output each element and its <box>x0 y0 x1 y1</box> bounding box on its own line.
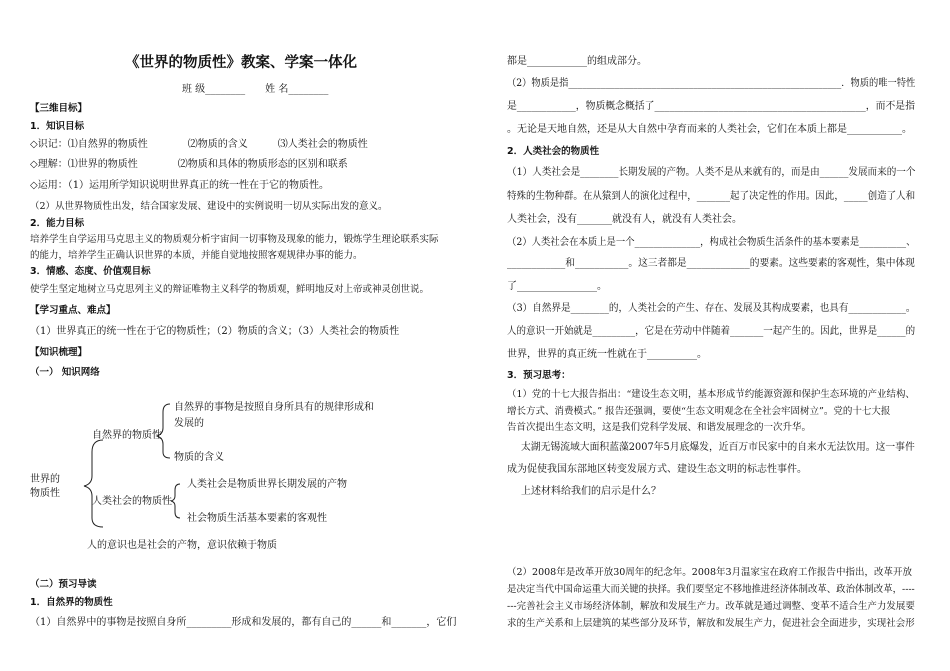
key-points-heading: 【学习重点、难点】 <box>30 305 116 316</box>
nature-section-heading: 1．自然界的物质性 <box>30 597 113 608</box>
fill-line-r9: ____________和___________。这三者都是_____________的要素。这些要素的客观性，集中体现 <box>507 258 915 269</box>
recite-line: ◇识记：⑴自然界的物质性 ⑵物质的含义 ⑶人类社会的物质性 <box>30 139 368 150</box>
think-section-heading: 3．预习思考： <box>507 370 571 381</box>
tree-leaf-nature-law-2: 发展的 <box>174 418 204 429</box>
fill-line-r5: （1）人类社会是________长期发展的产物。人类不是从来就有的，而是由______发展而来的一个 <box>507 167 916 178</box>
passage-1-line-3: 告首次提出生态文明，这是我们党科学发展、和谐发展理念的一次升华。 <box>507 422 812 433</box>
fill-line-r3: 是____________，物质概念概括了___________________________________________，而不是指 <box>507 101 915 112</box>
tree-consciousness-note: 人的意识也是社会的产物，意识依赖于物质 <box>87 540 277 551</box>
passage-2-line-1: （2）2008年是改革开放30周年的纪念年。2008年3月温家宝在政府工作报告中指出，改革开放 <box>507 567 913 578</box>
emotion-goal-heading: 3．情感、态度、价值观目标 <box>30 266 151 277</box>
passage-2-line-3: ---完善社会主义市场经济体制，解放和发展生产力。改革就是通过调整、变革不适合生产力发展要 <box>507 601 915 612</box>
passage-1-line-1: （1）党的十七大报告指出：“建设生态文明，基本形成节约能源资源和保护生态环境的产业结构、 <box>507 389 915 400</box>
fill-line-r6: 特殊的生物种群。在从猿到人的演化过程中，_______起了决定性的作用。因此，_____创造了人和 <box>507 191 916 202</box>
fill-line-r4: 。无论是天地自然，还是从大自然中孕育而来的人类社会，它们在本质上都是___________。 <box>507 124 912 135</box>
understand-line: ◇理解：⑴世界的物质性 ⑵物质和具体的物质形态的区别和联系 <box>30 159 348 170</box>
tree-leaf-matter-meaning: 物质的含义 <box>174 452 224 463</box>
fill-line-r8: （2）人类社会在本质上是一个______________，构成社会物质生活条件的基本要素是__________、 <box>507 237 916 248</box>
review-heading: 【知识梳理】 <box>30 347 88 358</box>
fill-line-r13: 世界，世界的真正统一性就在于__________。 <box>507 349 707 360</box>
goals-heading: 【三维目标】 <box>30 103 88 114</box>
passage-2-line-2: 是决定当代中国命运重大而关键的抉择。我们要坚定不移地推进经济体制改革、政治体制改革，---- <box>507 584 915 595</box>
fill-line-r1: 都是____________的组成部分。 <box>507 56 647 67</box>
tree-root-line-2: 物质性 <box>30 488 60 499</box>
page-title: 《世界的物质性》教案、学案一体化 <box>125 55 357 71</box>
knowledge-goal-heading: 1．知识目标 <box>30 121 85 132</box>
ability-text-1: 培养学生自学运用马克思主义的物质观分析宇宙间一切事物及现象的能力，锻炼学生理论联系实际 <box>30 234 439 245</box>
fill-line-r7: 人类社会，没有_______就没有人，就没有人类社会。 <box>507 214 742 225</box>
tree-leaf-society-elements: 社会物质生活基本要素的客观性 <box>187 513 327 524</box>
tree-root-line-1: 世界的 <box>30 474 60 485</box>
society-section-heading: 2．人类社会的物质性 <box>507 146 600 157</box>
ability-goal-heading: 2．能力目标 <box>30 218 85 229</box>
preview-heading: （二）预习导读 <box>30 579 97 590</box>
tree-node-nature: 自然界的物质性 <box>92 430 162 441</box>
tree-leaf-nature-law-1: 自然界的事物是按照自身所具有的规律形成和 <box>174 402 374 413</box>
passage-1-line-4: 太湖无锡流域大面积蓝藻2007年5月底爆发，近百万市民家中的自来水无法饮用。这一事件 <box>521 442 915 453</box>
fill-line-r2: （2）物质是指___________________________________________________________．物质的唯一特性 <box>507 78 916 89</box>
network-heading: （一） 知识网络 <box>30 367 100 378</box>
emotion-text: 使学生坚定地树立马克思列主义的辩证唯物主义科学的物质观，鲜明地反对上帝或神灵创世说。 <box>30 284 430 295</box>
passage-1-question: 上述材料给我们的启示是什么？ <box>521 486 661 497</box>
fill-line-r11: （3）自然界是________的，人类社会的产生、存在、发展及其构成要素，也具有____________。 <box>507 303 916 314</box>
key-points-text: （1）世界真正的统一性在于它的物质性；（2）物质的含义；（3）人类社会的物质性 <box>30 326 400 337</box>
nature-question-1: （1）自然界中的事物是按照自身所_________形成和发展的，都有自己的______和_______，它们 <box>30 617 457 628</box>
tree-leaf-society-product: 人类社会是物质世界长期发展的产物 <box>187 479 347 490</box>
fill-line-r10: 了________________。 <box>507 281 607 292</box>
apply-line-2: （2）从世界物质性出发，结合国家发展、建设中的实例说明一切从实际出发的意义。 <box>30 201 388 212</box>
passage-1-line-2: 增长方式、消费模式。” 报告还强调，要使“生态文明观念在全社会牢固树立”。党的十七大报 <box>507 406 891 417</box>
passage-1-line-5: 成为促使我国东部地区转变发展方式、建设生态文明的标志性事件。 <box>507 464 807 475</box>
ability-text-2: 的能力，培养学生正确认识世界的本质，并能自觉地按照客观规律办事的能力。 <box>30 250 363 261</box>
tree-brackets <box>30 0 470 671</box>
apply-line: ◇运用：（1）运用所学知识说明世界真正的统一性在于它的物质性。 <box>30 180 330 191</box>
passage-2-line-4: 求的生产关系和上层建筑的某些部分及环节，解放和发展生产力，促进社会全面进步，实现社会形 <box>507 618 915 629</box>
class-name-line: 班 级________ 姓 名________ <box>182 84 329 95</box>
fill-line-r12: 人的意识一开始就是_________，它是在劳动中伴随着_______一起产生的。因此，世界是______的 <box>507 326 916 337</box>
tree-node-society: 人类社会的物质性 <box>92 496 172 507</box>
